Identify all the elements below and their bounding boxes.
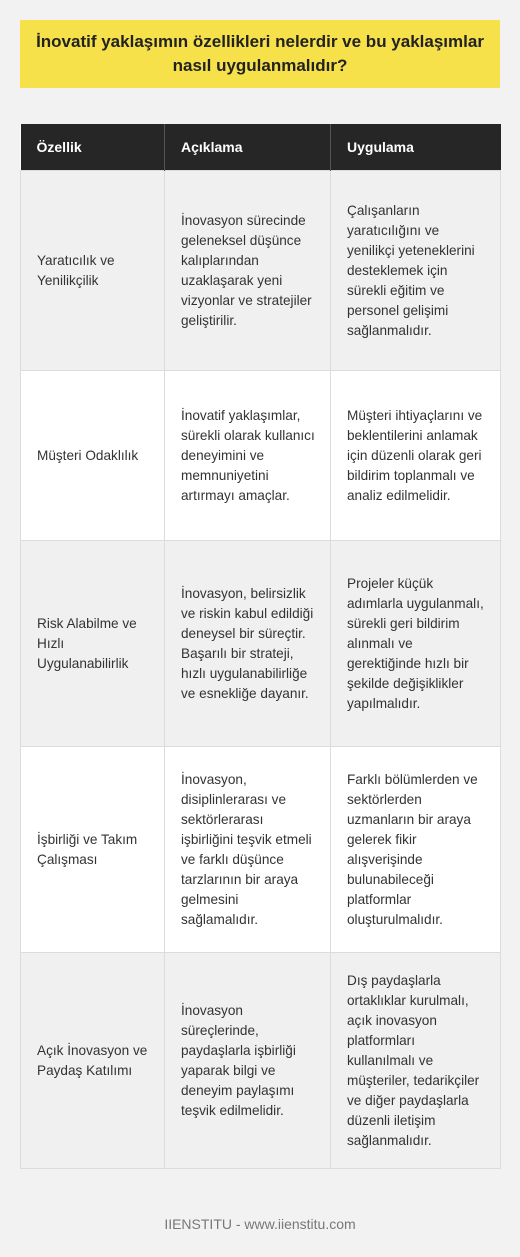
table-header [21,124,501,171]
page-title: İnovatif yaklaşımın özellikleri nelerdir ve bu yaklaşımlar nasıl uygulanmalıdır? [36,32,484,75]
feature-cell: Yaratıcılık ve Yenilikçilik [21,171,165,371]
feature-cell: Risk Alabilme ve Hızlı Uygulanabilirlik [21,541,165,747]
footer-credit: IIENSTITU - www.iienstitu.com [164,1216,356,1232]
table-row [21,171,501,371]
title-banner [20,20,500,88]
column-header-description: Açıklama [165,124,331,171]
header-row [21,124,501,171]
description-cell: İnovasyon, belirsizlik ve riskin kabul edildiği deneysel bir süreçtir. Başarılı bir strateji, hızlı uygulanabilirliğe ve esnekliğe dayanır. [165,541,331,747]
description-cell: İnovasyon, disiplinlerarası ve sektörlerarası işbirliğini teşvik etmeli ve farklı düşünce tarzlarının bir araya gelmesini sağlamalıdır. [165,747,331,953]
table-body [21,171,501,1169]
features-table [20,124,501,1169]
column-header-application: Uygulama [331,124,501,171]
description-cell: İnovasyon süreçlerinde, paydaşlarla işbirliği yaparak bilgi ve deneyim paylaşımı teşvik edilmelidir. [165,953,331,1169]
description-cell: İnovatif yaklaşımlar, sürekli olarak kullanıcı deneyimini ve memnuniyetini artırmayı amaçlar. [165,371,331,541]
table-row [21,747,501,953]
application-cell: Projeler küçük adımlarla uygulanmalı, sürekli geri bildirim alınmalı ve gerektiğinde hızlı bir şekilde değişiklikler yapılmalıdır. [331,541,501,747]
application-cell: Müşteri ihtiyaçlarını ve beklentilerini anlamak için düzenli olarak geri bildirim toplanmalı ve analiz edilmelidir. [331,371,501,541]
description-cell: İnovasyon sürecinde geleneksel düşünce kalıplarından uzaklaşarak yeni vizyonlar ve stratejiler geliştirilir. [165,171,331,371]
feature-cell: İşbirliği ve Takım Çalışması [21,747,165,953]
table-row [21,371,501,541]
table-row [21,541,501,747]
application-cell: Dış paydaşlarla ortaklıklar kurulmalı, açık inovasyon platformları kullanılmalı ve müşteriler, tedarikçiler ve diğer paydaşlarla düzenli iletişim sağlanmalıdır. [331,953,501,1169]
feature-cell: Müşteri Odaklılık [21,371,165,541]
application-cell: Farklı bölümlerden ve sektörlerden uzmanların bir araya gelerek fikir alışverişinde bulunabileceği platformlar oluşturulmalıdır. [331,747,501,953]
table-row [21,953,501,1169]
application-cell: Çalışanların yaratıcılığını ve yenilikçi yeteneklerini desteklemek için sürekli eğitim ve personel gelişimi sağlanmalıdır. [331,171,501,371]
feature-cell: Açık İnovasyon ve Paydaş Katılımı [21,953,165,1169]
column-header-feature: Özellik [21,124,165,171]
